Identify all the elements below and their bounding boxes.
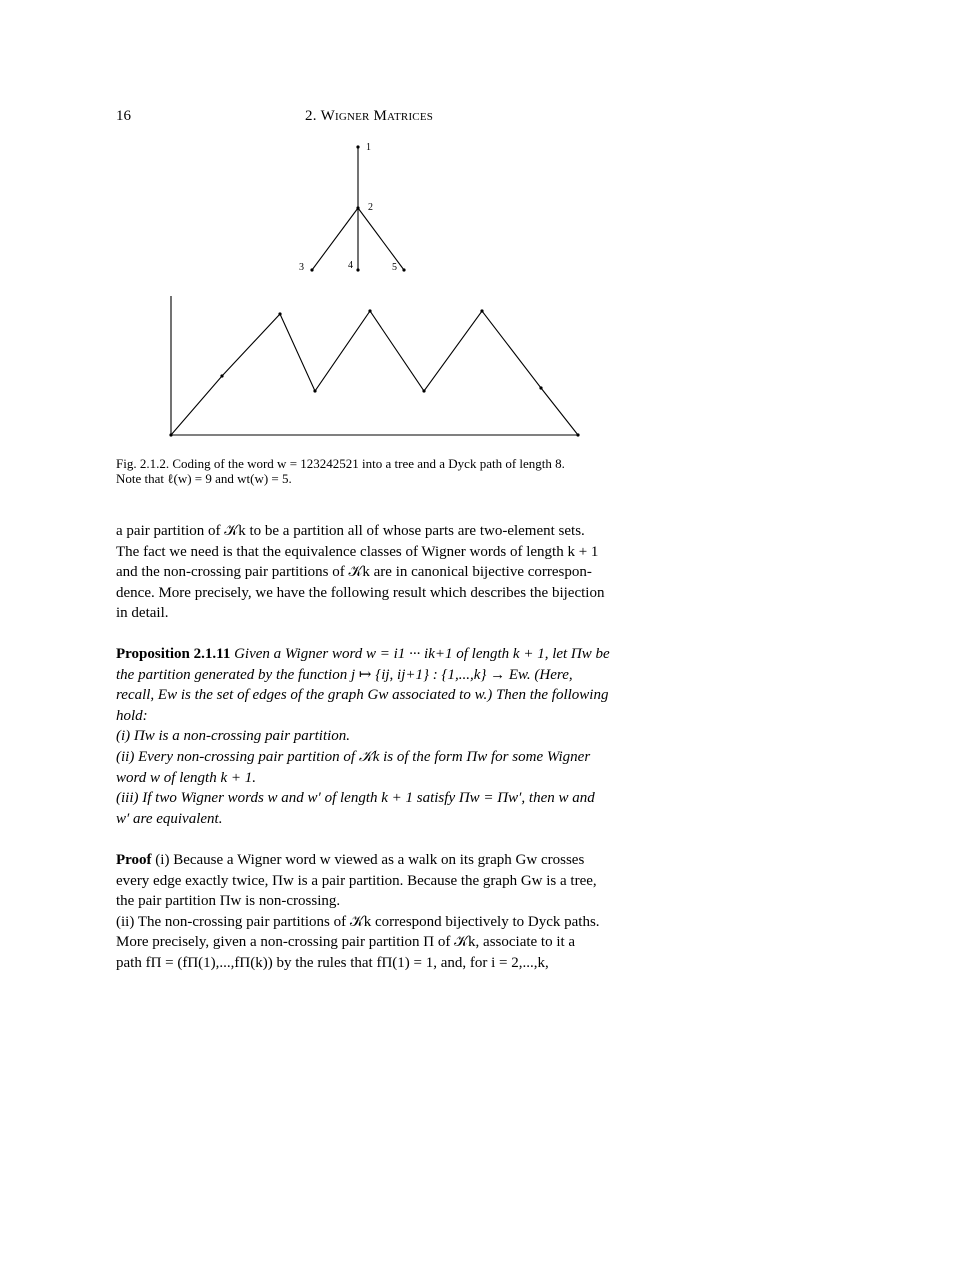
text-line: (ii) The non-crossing pair partitions of 𝒦k correspond bijectively to Dyck paths.	[116, 913, 600, 930]
proof-text: (i) Because a Wigner word w viewed as a walk on its graph Gw crosses	[155, 852, 585, 868]
text-line	[116, 850, 634, 871]
tree-vertex-2	[356, 206, 359, 209]
text-line: the partition generated by the function j ↦ {ij, ij+1} : {1,...,k} → Ew. (Here,	[116, 666, 573, 683]
text-line: (ii) Every non-crossing pair partition of 𝒦k is of the form Πw for some Wigner	[116, 748, 591, 765]
page-number: 16	[116, 108, 131, 124]
tree-label-4: 4	[348, 260, 353, 271]
text-line: every edge exactly twice, Πw is a pair partition. Because the graph Gw is a tree,	[116, 872, 597, 889]
text-line: and the non-crossing pair partitions of 𝒦k are in canonical bijective correspon-	[116, 564, 592, 581]
text-line: (iii) If two Wigner words w and w′ of length k + 1 satisfy Πw = Πw′, then w and	[116, 790, 595, 807]
tree-vertex-3	[310, 268, 313, 271]
figure-tree-and-dyck-path	[0, 0, 979, 460]
text-line: dence. More precisely, we have the following result which describes the bijection	[116, 584, 605, 601]
text-line: a pair partition of 𝒦k to be a partition all of whose parts are two-element sets.	[116, 523, 585, 539]
text-line: path fΠ = (fΠ(1),...,fΠ(k)) by the rules that fΠ(1) = 1, and, for i = 2,...,k,	[116, 954, 549, 971]
proposition-text: Given a Wigner word w = i1 ··· ik+1 of length k + 1, let Πw be	[234, 646, 610, 662]
tree-edge-2-5	[358, 208, 404, 270]
text-line: hold:	[116, 707, 148, 724]
text-line: recall, Ew is the set of edges of the graph Gw associated to w.) Then the following	[116, 687, 609, 704]
dyck-path-points	[169, 309, 579, 436]
proposition-label: Proposition 2.1.11	[116, 646, 231, 662]
tree-vertex-1	[356, 145, 359, 148]
caption-line-2: Note that ℓ(w) = 9 and wt(w) = 5.	[116, 471, 292, 486]
paragraph-pair-partition	[116, 521, 634, 624]
figure-caption	[116, 456, 634, 486]
text-line: the pair partition Πw is non-crossing.	[116, 893, 341, 910]
chapter-title: Wigner Matrices	[320, 108, 434, 124]
proof-label: Proof	[116, 852, 152, 868]
tree-vertex-5	[402, 268, 405, 271]
chapter-number: 2.	[305, 108, 321, 124]
proof	[116, 850, 634, 974]
tree-vertex-4	[356, 268, 359, 271]
text-line: w′ are equivalent.	[116, 810, 223, 827]
caption-line-1: Fig. 2.1.2. Coding of the word w = 123242521 into a tree and a Dyck path of length 8.	[116, 456, 565, 471]
text-line: in detail.	[116, 605, 169, 622]
text-line	[116, 644, 634, 665]
tree-label-3: 3	[299, 262, 304, 273]
dyck-path	[171, 311, 578, 435]
proposition-2-1-11	[116, 644, 634, 829]
text-line: word w of length k + 1.	[116, 769, 256, 786]
tree-label-5: 5	[392, 262, 397, 273]
text-line: More precisely, given a non-crossing pair partition Π of 𝒦k, associate to it a	[116, 934, 576, 951]
text-line: The fact we need is that the equivalence classes of Wigner words of length k + 1	[116, 543, 599, 560]
text-line: (i) Πw is a non-crossing pair partition.	[116, 728, 351, 745]
tree-label-1: 1	[366, 142, 371, 153]
tree-label-2: 2	[368, 202, 373, 213]
